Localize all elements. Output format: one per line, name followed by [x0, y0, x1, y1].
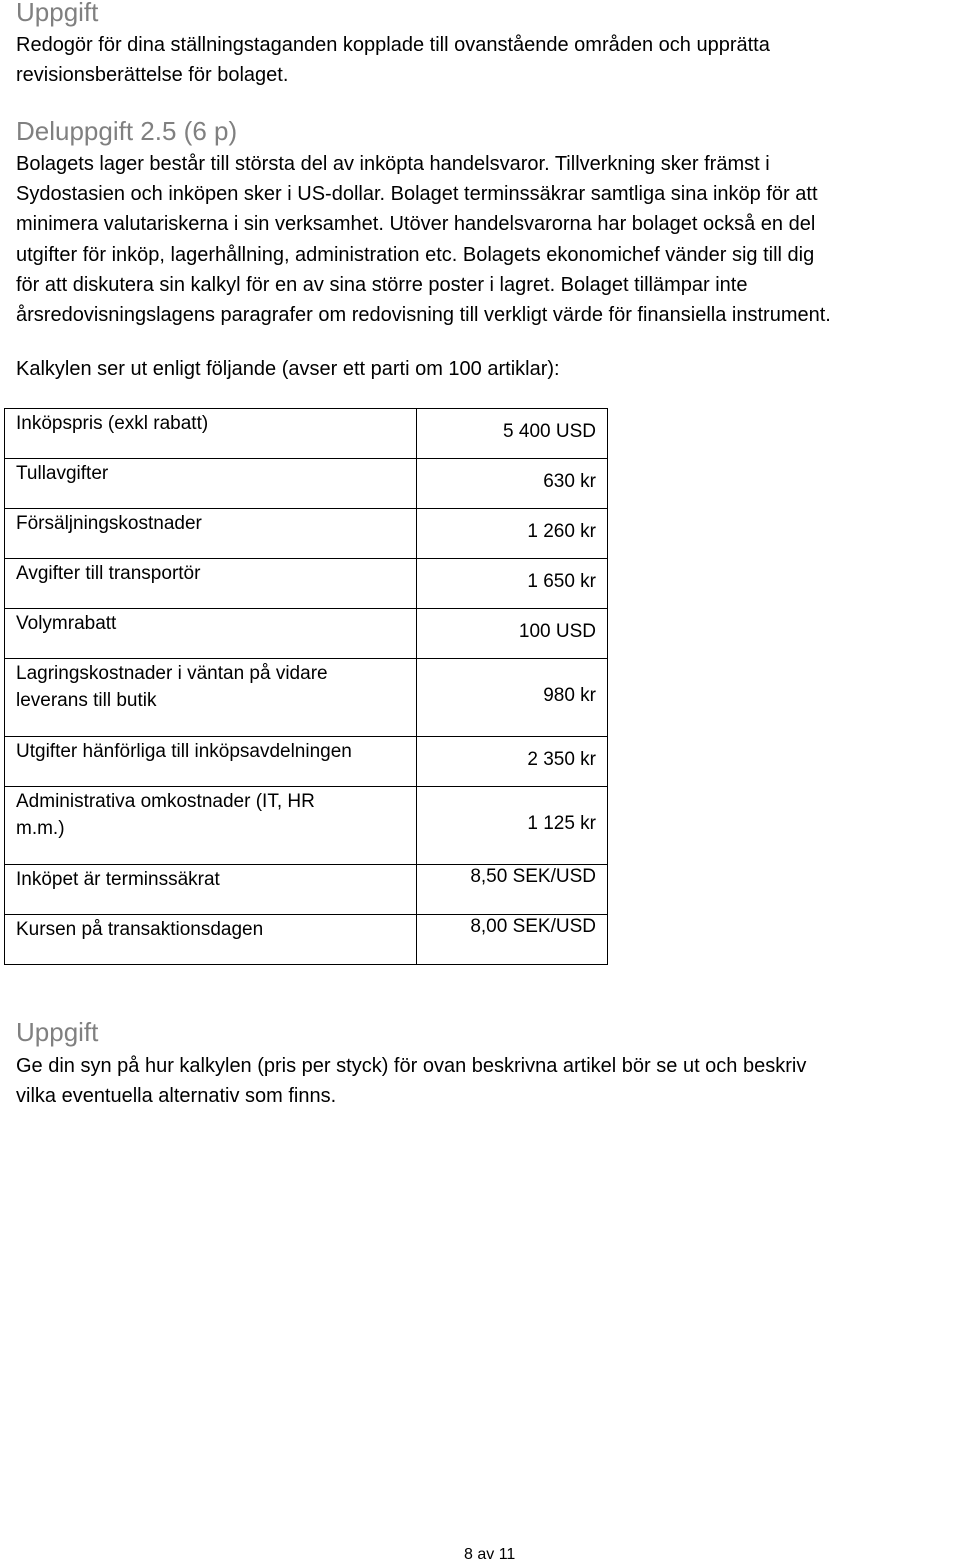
row-label: Administrativa omkostnader (IT, HR m.m.) — [5, 787, 417, 865]
row-label: Inköpspris (exkl rabatt) — [5, 409, 417, 459]
text-line: Ge din syn på hur kalkylen (pris per styck) för ovan beskrivna artikel bör se ut och beskriv — [16, 1055, 807, 1077]
row-value: 100 USD — [417, 609, 608, 659]
table-row — [5, 459, 608, 509]
section-heading-deluppgift: Deluppgift 2.5 (6 p) — [16, 116, 238, 146]
text-line: utgifter för inköp, lagerhållning, administration etc. Bolagets ekonomichef vänder sig till dig — [16, 243, 815, 266]
section3-text — [16, 1051, 960, 1111]
text-line: Bolagets lager består till största del av inköpta handelsvaror. Tillverkning sker främst i — [16, 153, 770, 175]
page-number: 8 av 11 — [464, 1546, 516, 1563]
section-heading-uppgift: Uppgift — [16, 0, 99, 27]
table-row — [5, 659, 608, 737]
row-value: 2 350 kr — [417, 737, 608, 787]
row-label: Volymrabatt — [5, 609, 417, 659]
text-line: årsredovisningslagens paragrafer om redovisning till verkligt värde för finansiella instrument. — [16, 304, 831, 327]
text-line: minimera valutariskerna i sin verksamhet. Utöver handelsvarorna har bolaget också en del — [16, 213, 816, 236]
table-row — [5, 509, 608, 559]
row-label: Lagringskostnader i väntan på vidare leverans till butik — [5, 659, 417, 737]
row-value: 1 650 kr — [417, 559, 608, 609]
calc-intro: Kalkylen ser ut enligt följande (avser ett parti om 100 artiklar): — [16, 358, 560, 380]
row-value: 630 kr — [417, 459, 608, 509]
row-value: 8,00 SEK/USD — [417, 915, 608, 965]
row-value: 1 125 kr — [417, 787, 608, 865]
row-value: 980 kr — [417, 659, 608, 737]
row-value: 8,50 SEK/USD — [417, 865, 608, 915]
text-line: revisionsberättelse för bolaget. — [16, 64, 289, 87]
row-value: 5 400 USD — [417, 409, 608, 459]
row-label: Försäljningskostnader — [5, 509, 417, 559]
row-label: Inköpet är terminssäkrat — [5, 865, 417, 915]
table-row — [5, 409, 608, 459]
table-row — [5, 737, 608, 787]
table-row — [5, 915, 608, 965]
text-line: för att diskutera sin kalkyl för en av sina större poster i lagret. Bolaget tillämpar inte — [16, 273, 748, 296]
table-row — [5, 609, 608, 659]
row-label: Utgifter hänförliga till inköpsavdelningen — [5, 737, 417, 787]
section1-text — [16, 30, 960, 90]
text-line: Sydostasien och inköpen sker i US-dollar. Bolaget terminssäkrar samtliga sina inköp för att — [16, 183, 818, 206]
row-label: Avgifter till transportör — [5, 559, 417, 609]
section-heading-uppgift-2: Uppgift — [16, 1017, 99, 1047]
row-label: Tullavgifter — [5, 459, 417, 509]
calculation-table — [4, 408, 608, 965]
row-value: 1 260 kr — [417, 509, 608, 559]
text-line: vilka eventuella alternativ som finns. — [16, 1085, 337, 1108]
table-row — [5, 559, 608, 609]
text-line: Redogör för dina ställningstaganden kopplade till ovanstående områden och upprätta — [16, 34, 770, 56]
section2-text — [16, 149, 960, 330]
row-label: Kursen på transaktionsdagen — [5, 915, 417, 965]
table-row — [5, 787, 608, 865]
table-row — [5, 865, 608, 915]
